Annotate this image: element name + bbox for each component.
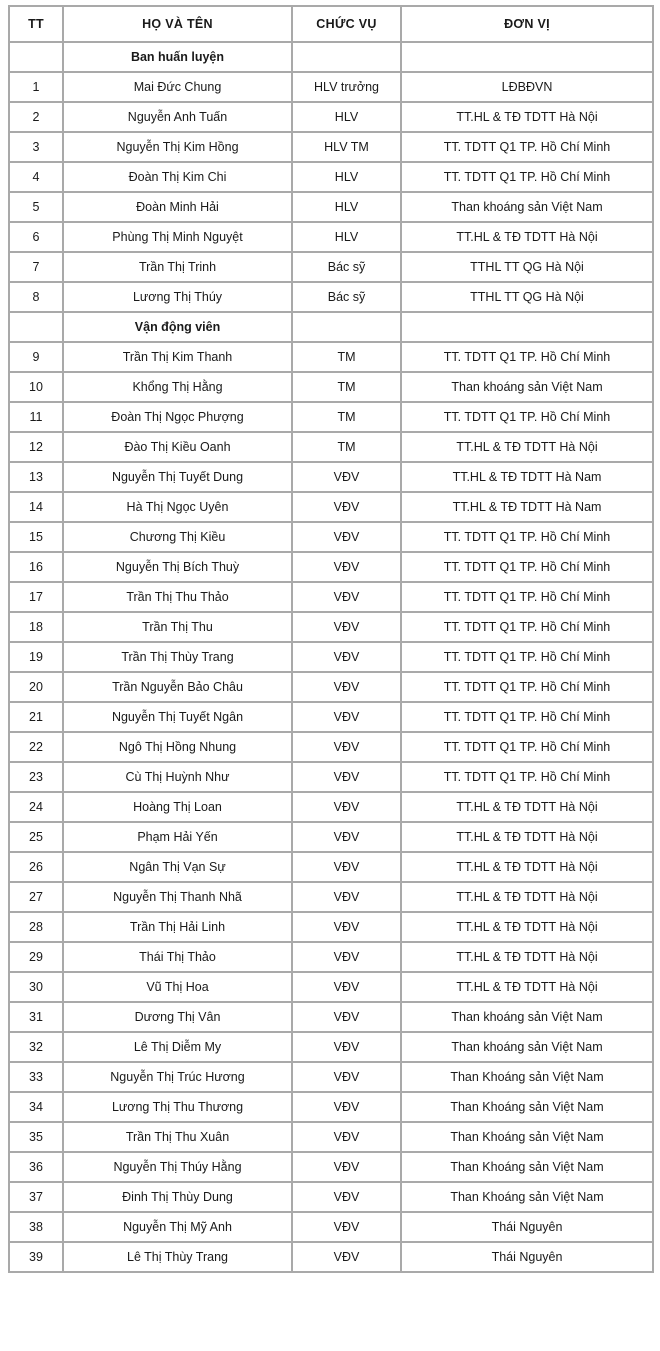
column-header-name: HỌ VÀ TÊN bbox=[63, 6, 292, 42]
cell-role: VĐV bbox=[292, 1092, 401, 1122]
table-row bbox=[9, 822, 653, 852]
table-row bbox=[9, 792, 653, 822]
cell-role: VĐV bbox=[292, 762, 401, 792]
cell-name: Trần Thị Thu bbox=[63, 612, 292, 642]
cell-tt: 32 bbox=[9, 1032, 63, 1062]
cell-name: Phùng Thị Minh Nguyệt bbox=[63, 222, 292, 252]
cell-role: HLV bbox=[292, 162, 401, 192]
cell-name: Nguyễn Thị Tuyết Ngân bbox=[63, 702, 292, 732]
cell-unit: Than Khoáng sản Việt Nam bbox=[401, 1122, 653, 1152]
cell-role: VĐV bbox=[292, 1152, 401, 1182]
cell-tt: 22 bbox=[9, 732, 63, 762]
table-header-row bbox=[9, 6, 653, 42]
cell-role: VĐV bbox=[292, 942, 401, 972]
cell-unit: TT. TDTT Q1 TP. Hồ Chí Minh bbox=[401, 132, 653, 162]
table-row bbox=[9, 1122, 653, 1152]
cell-tt: 25 bbox=[9, 822, 63, 852]
cell-tt: 20 bbox=[9, 672, 63, 702]
table-row bbox=[9, 462, 653, 492]
cell-unit: TT. TDTT Q1 TP. Hồ Chí Minh bbox=[401, 522, 653, 552]
table-row bbox=[9, 372, 653, 402]
cell-unit: TTHL TT QG Hà Nội bbox=[401, 282, 653, 312]
cell-unit: TT. TDTT Q1 TP. Hồ Chí Minh bbox=[401, 732, 653, 762]
table-row bbox=[9, 912, 653, 942]
table-row bbox=[9, 132, 653, 162]
section-header-row bbox=[9, 312, 653, 342]
cell-role: VĐV bbox=[292, 522, 401, 552]
section-header-row bbox=[9, 42, 653, 72]
table-row bbox=[9, 342, 653, 372]
table-row bbox=[9, 612, 653, 642]
cell-name: Trần Thị Thu Xuân bbox=[63, 1122, 292, 1152]
cell-name: Đoàn Thị Ngọc Phượng bbox=[63, 402, 292, 432]
cell-tt: 19 bbox=[9, 642, 63, 672]
cell-role: VĐV bbox=[292, 1062, 401, 1092]
cell-role: VĐV bbox=[292, 912, 401, 942]
cell-unit: Thái Nguyên bbox=[401, 1212, 653, 1242]
cell-role: VĐV bbox=[292, 462, 401, 492]
cell-tt: 12 bbox=[9, 432, 63, 462]
cell-tt: 5 bbox=[9, 192, 63, 222]
cell-tt: 9 bbox=[9, 342, 63, 372]
cell-tt: 35 bbox=[9, 1122, 63, 1152]
cell-name: Nguyễn Thị Trúc Hương bbox=[63, 1062, 292, 1092]
cell-unit: Than Khoáng sản Việt Nam bbox=[401, 1152, 653, 1182]
cell-unit: LĐBĐVN bbox=[401, 72, 653, 102]
cell-role: Bác sỹ bbox=[292, 282, 401, 312]
roster-table bbox=[8, 5, 654, 1273]
cell-name: Đinh Thị Thùy Dung bbox=[63, 1182, 292, 1212]
table-row bbox=[9, 162, 653, 192]
table-row bbox=[9, 702, 653, 732]
cell-tt: 26 bbox=[9, 852, 63, 882]
table-row bbox=[9, 102, 653, 132]
cell-name: Đào Thị Kiều Oanh bbox=[63, 432, 292, 462]
cell-name: Trần Thị Trinh bbox=[63, 252, 292, 282]
cell-role: VĐV bbox=[292, 792, 401, 822]
cell-tt: 38 bbox=[9, 1212, 63, 1242]
cell-tt: 23 bbox=[9, 762, 63, 792]
cell-unit: TT. TDTT Q1 TP. Hồ Chí Minh bbox=[401, 402, 653, 432]
cell-unit: TT. TDTT Q1 TP. Hồ Chí Minh bbox=[401, 552, 653, 582]
cell-name: Trần Thị Hải Linh bbox=[63, 912, 292, 942]
cell-tt: 39 bbox=[9, 1242, 63, 1272]
cell-role: VĐV bbox=[292, 732, 401, 762]
table-header bbox=[9, 6, 653, 42]
cell-role: HLV bbox=[292, 192, 401, 222]
table-body bbox=[9, 42, 653, 1272]
cell-name: Trần Nguyễn Bảo Châu bbox=[63, 672, 292, 702]
column-header-unit: ĐƠN VỊ bbox=[401, 6, 653, 42]
cell-name: Lê Thị Thùy Trang bbox=[63, 1242, 292, 1272]
cell-role: VĐV bbox=[292, 822, 401, 852]
cell-unit: TT.HL & TĐ TDTT Hà Nam bbox=[401, 462, 653, 492]
cell-unit: TT. TDTT Q1 TP. Hồ Chí Minh bbox=[401, 342, 653, 372]
cell-name: Lương Thị Thúy bbox=[63, 282, 292, 312]
cell-role: TM bbox=[292, 342, 401, 372]
cell-tt: 28 bbox=[9, 912, 63, 942]
cell-role: VĐV bbox=[292, 972, 401, 1002]
cell-role: HLV bbox=[292, 102, 401, 132]
cell-unit: Than Khoáng sản Việt Nam bbox=[401, 1062, 653, 1092]
cell-role: VĐV bbox=[292, 612, 401, 642]
table-row bbox=[9, 672, 653, 702]
cell-name: Trần Thị Kim Thanh bbox=[63, 342, 292, 372]
cell-tt: 27 bbox=[9, 882, 63, 912]
cell-tt: 4 bbox=[9, 162, 63, 192]
cell-name: Lê Thị Diễm My bbox=[63, 1032, 292, 1062]
cell-tt: 18 bbox=[9, 612, 63, 642]
cell-unit: TT. TDTT Q1 TP. Hồ Chí Minh bbox=[401, 582, 653, 612]
cell-role: VĐV bbox=[292, 1212, 401, 1242]
cell-tt: 17 bbox=[9, 582, 63, 612]
cell-tt: 15 bbox=[9, 522, 63, 552]
cell-tt: 8 bbox=[9, 282, 63, 312]
cell-unit: Than khoáng sản Việt Nam bbox=[401, 1032, 653, 1062]
cell-tt: 33 bbox=[9, 1062, 63, 1092]
cell-tt: 30 bbox=[9, 972, 63, 1002]
table-row bbox=[9, 762, 653, 792]
cell-unit: TT. TDTT Q1 TP. Hồ Chí Minh bbox=[401, 162, 653, 192]
table-row bbox=[9, 882, 653, 912]
cell-role: HLV trưởng bbox=[292, 72, 401, 102]
cell-name: Chương Thị Kiều bbox=[63, 522, 292, 552]
cell-name: Đoàn Thị Kim Chi bbox=[63, 162, 292, 192]
cell-unit: TT.HL & TĐ TDTT Hà Nam bbox=[401, 492, 653, 522]
cell-unit: Than khoáng sản Việt Nam bbox=[401, 372, 653, 402]
table-row bbox=[9, 1242, 653, 1272]
cell-role: VĐV bbox=[292, 1032, 401, 1062]
cell-tt: 16 bbox=[9, 552, 63, 582]
cell-unit: TT.HL & TĐ TDTT Hà Nội bbox=[401, 822, 653, 852]
cell-name: Lương Thị Thu Thương bbox=[63, 1092, 292, 1122]
cell-name: Hoàng Thị Loan bbox=[63, 792, 292, 822]
cell-unit: TT.HL & TĐ TDTT Hà Nội bbox=[401, 972, 653, 1002]
cell-tt: 29 bbox=[9, 942, 63, 972]
cell-name: Trần Thị Thu Thảo bbox=[63, 582, 292, 612]
cell-unit: TT.HL & TĐ TDTT Hà Nội bbox=[401, 882, 653, 912]
cell-role: VĐV bbox=[292, 552, 401, 582]
cell-unit: Than Khoáng sản Việt Nam bbox=[401, 1092, 653, 1122]
table-row bbox=[9, 972, 653, 1002]
table-row bbox=[9, 732, 653, 762]
cell-role: VĐV bbox=[292, 642, 401, 672]
cell-name: Hà Thị Ngọc Uyên bbox=[63, 492, 292, 522]
cell-name: Nguyễn Thị Thanh Nhã bbox=[63, 882, 292, 912]
cell-role: VĐV bbox=[292, 1182, 401, 1212]
cell-unit: Than khoáng sản Việt Nam bbox=[401, 192, 653, 222]
cell-role: Bác sỹ bbox=[292, 252, 401, 282]
cell-tt: 10 bbox=[9, 372, 63, 402]
table-row bbox=[9, 492, 653, 522]
table-row bbox=[9, 432, 653, 462]
table-row bbox=[9, 1212, 653, 1242]
table-row bbox=[9, 282, 653, 312]
cell-name: Nguyễn Thị Kim Hồng bbox=[63, 132, 292, 162]
cell-name: Trần Thị Thùy Trang bbox=[63, 642, 292, 672]
cell-unit: TT.HL & TĐ TDTT Hà Nội bbox=[401, 432, 653, 462]
cell-unit: TT. TDTT Q1 TP. Hồ Chí Minh bbox=[401, 612, 653, 642]
cell-unit: TT. TDTT Q1 TP. Hồ Chí Minh bbox=[401, 672, 653, 702]
cell-role: TM bbox=[292, 372, 401, 402]
cell-name: Ngô Thị Hồng Nhung bbox=[63, 732, 292, 762]
cell-unit: TT. TDTT Q1 TP. Hồ Chí Minh bbox=[401, 762, 653, 792]
cell-tt: 34 bbox=[9, 1092, 63, 1122]
table-row bbox=[9, 1032, 653, 1062]
section-label: Vận động viên bbox=[63, 312, 292, 342]
cell-name: Khổng Thị Hằng bbox=[63, 372, 292, 402]
table-row bbox=[9, 582, 653, 612]
table-row bbox=[9, 1002, 653, 1032]
cell-unit bbox=[401, 42, 653, 72]
table-row bbox=[9, 192, 653, 222]
column-header-role: CHỨC VỤ bbox=[292, 6, 401, 42]
cell-unit: Thái Nguyên bbox=[401, 1242, 653, 1272]
cell-name: Ngân Thị Vạn Sự bbox=[63, 852, 292, 882]
cell-tt: 14 bbox=[9, 492, 63, 522]
cell-role: VĐV bbox=[292, 702, 401, 732]
cell-tt: 31 bbox=[9, 1002, 63, 1032]
cell-tt: 1 bbox=[9, 72, 63, 102]
cell-tt: 21 bbox=[9, 702, 63, 732]
cell-name: Cù Thị Huỳnh Như bbox=[63, 762, 292, 792]
cell-name: Dương Thị Vân bbox=[63, 1002, 292, 1032]
cell-unit: TT. TDTT Q1 TP. Hồ Chí Minh bbox=[401, 642, 653, 672]
cell-tt: 37 bbox=[9, 1182, 63, 1212]
cell-name: Thái Thị Thảo bbox=[63, 942, 292, 972]
cell-unit: TTHL TT QG Hà Nội bbox=[401, 252, 653, 282]
cell-name: Đoàn Minh Hải bbox=[63, 192, 292, 222]
table-row bbox=[9, 1182, 653, 1212]
cell-unit bbox=[401, 312, 653, 342]
cell-unit: TT.HL & TĐ TDTT Hà Nội bbox=[401, 912, 653, 942]
cell-role: VĐV bbox=[292, 1122, 401, 1152]
cell-unit: TT. TDTT Q1 TP. Hồ Chí Minh bbox=[401, 702, 653, 732]
cell-tt: 2 bbox=[9, 102, 63, 132]
cell-tt: 24 bbox=[9, 792, 63, 822]
cell-unit: TT.HL & TĐ TDTT Hà Nội bbox=[401, 852, 653, 882]
cell-role bbox=[292, 312, 401, 342]
cell-name: Nguyễn Thị Bích Thuỳ bbox=[63, 552, 292, 582]
cell-tt: 3 bbox=[9, 132, 63, 162]
table-row bbox=[9, 552, 653, 582]
table-row bbox=[9, 222, 653, 252]
section-label: Ban huấn luyện bbox=[63, 42, 292, 72]
cell-tt: 11 bbox=[9, 402, 63, 432]
cell-role: TM bbox=[292, 432, 401, 462]
cell-role: VĐV bbox=[292, 1002, 401, 1032]
cell-tt: 36 bbox=[9, 1152, 63, 1182]
cell-tt bbox=[9, 312, 63, 342]
table-row bbox=[9, 252, 653, 282]
cell-name: Nguyễn Thị Thúy Hằng bbox=[63, 1152, 292, 1182]
cell-role: VĐV bbox=[292, 672, 401, 702]
table-row bbox=[9, 642, 653, 672]
cell-role: HLV TM bbox=[292, 132, 401, 162]
cell-name: Nguyễn Thị Mỹ Anh bbox=[63, 1212, 292, 1242]
table-row bbox=[9, 1152, 653, 1182]
cell-role: VĐV bbox=[292, 882, 401, 912]
cell-tt: 6 bbox=[9, 222, 63, 252]
column-header-tt: TT bbox=[9, 6, 63, 42]
cell-unit: TT.HL & TĐ TDTT Hà Nội bbox=[401, 102, 653, 132]
cell-name: Nguyễn Anh Tuấn bbox=[63, 102, 292, 132]
cell-role: VĐV bbox=[292, 1242, 401, 1272]
table-row bbox=[9, 522, 653, 552]
cell-unit: TT.HL & TĐ TDTT Hà Nội bbox=[401, 222, 653, 252]
cell-unit: TT.HL & TĐ TDTT Hà Nội bbox=[401, 792, 653, 822]
cell-role: TM bbox=[292, 402, 401, 432]
cell-tt: 13 bbox=[9, 462, 63, 492]
cell-role: HLV bbox=[292, 222, 401, 252]
cell-unit: Than Khoáng sản Việt Nam bbox=[401, 1182, 653, 1212]
cell-tt bbox=[9, 42, 63, 72]
table-row bbox=[9, 1062, 653, 1092]
cell-name: Phạm Hải Yến bbox=[63, 822, 292, 852]
table-row bbox=[9, 72, 653, 102]
table-row bbox=[9, 1092, 653, 1122]
cell-role: VĐV bbox=[292, 852, 401, 882]
cell-name: Nguyễn Thị Tuyết Dung bbox=[63, 462, 292, 492]
cell-unit: TT.HL & TĐ TDTT Hà Nội bbox=[401, 942, 653, 972]
cell-role bbox=[292, 42, 401, 72]
cell-name: Vũ Thị Hoa bbox=[63, 972, 292, 1002]
cell-name: Mai Đức Chung bbox=[63, 72, 292, 102]
cell-role: VĐV bbox=[292, 582, 401, 612]
table-row bbox=[9, 942, 653, 972]
table-row bbox=[9, 402, 653, 432]
table-row bbox=[9, 852, 653, 882]
cell-role: VĐV bbox=[292, 492, 401, 522]
cell-tt: 7 bbox=[9, 252, 63, 282]
cell-unit: Than khoáng sản Việt Nam bbox=[401, 1002, 653, 1032]
